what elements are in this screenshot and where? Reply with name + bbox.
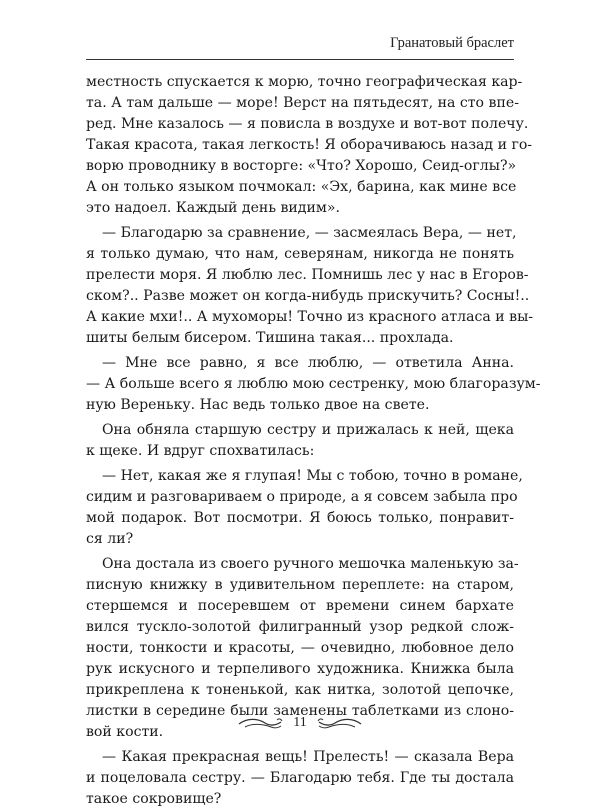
text-line: Она достала из своего ручного мешочка маленькую за-: [102, 556, 519, 572]
text-line: — Какая прекрасная вещь! Прелесть! — сказала Вера: [102, 749, 514, 765]
text-line: ворю проводнику в восторге: «Что? Хорошо, Сеид-оглы?»: [86, 158, 517, 174]
text-line: вился тускло-золотой филигранный узор редкой слож-: [86, 619, 514, 635]
text-line: вой кости.: [86, 724, 164, 740]
paragraph: [86, 353, 541, 416]
text-line: рук искусного и терпеливого художника. Книжка была: [86, 661, 514, 677]
paragraph: [86, 223, 534, 349]
text-line: ности, тонкости и красоты, — очевидно, любовное дело: [86, 640, 514, 656]
text-line: прелести моря. Я люблю лес. Помнишь лес у нас в Егоров-: [86, 267, 529, 283]
text-line: — А больше всего я люблю мою сестренку, мою благоразум-: [86, 376, 541, 392]
text-line: к щеке. И вдруг спохватилась:: [86, 443, 315, 459]
text-line: — Мне все равно, я все люблю, — ответила Анна.: [102, 355, 514, 371]
text-line: ную Вереньку. Нас ведь только двое на свете.: [86, 397, 430, 413]
text-line: листки в середине были заменены таблетками из слоно-: [86, 703, 514, 719]
text-line: — Благодарю за сравнение, — засмеялась Вера, — нет,: [102, 225, 517, 241]
text-line: ся ли?: [86, 531, 134, 547]
paragraph: [86, 420, 514, 462]
body-text: [86, 72, 541, 810]
text-line: та. А там дальше — море! Верст на пятьдесят, на сто впе-: [86, 95, 519, 111]
text-line: прикреплена к тоненькой, как нитка, золотой цепочке,: [86, 682, 514, 698]
text-line: А он только языком почмокал: «Эх, барина, как мине все: [86, 179, 517, 195]
text-line: — Нет, какая же я глупая! Мы с тобою, точно в романе,: [102, 468, 523, 484]
text-line: такое сокровище?: [86, 791, 222, 807]
text-line: мой подарок. Вот посмотри. Я боюсь только, понравит-: [86, 510, 514, 526]
text-line: сидим и разговариваем о природе, а я совсем забыла про: [86, 489, 518, 505]
text-line: это надоел. Каждый день видим».: [86, 200, 340, 216]
text-line: писную книжку в удивительном переплете: на старом,: [86, 577, 514, 593]
page-number: 11: [293, 715, 307, 730]
paragraph: [86, 747, 514, 810]
left-flourish-icon: [237, 715, 283, 731]
text-line: ском?.. Разве может он когда-нибудь прискучить? Сосны!..: [86, 288, 530, 304]
right-flourish-icon: [317, 715, 363, 731]
text-line: шиты белым бисером. Тишина такая... прохлада.: [86, 330, 454, 346]
text-line: ред. Мне казалось — я повисла в воздухе и вот-вот полечу.: [86, 116, 529, 132]
text-line: местность спускается к морю, точно географическая кар-: [86, 74, 523, 90]
header-rule: [86, 59, 514, 60]
text-line: я только думаю, что нам, северянам, никогда не понять: [86, 246, 514, 262]
page-footer: [0, 711, 600, 735]
paragraph: [86, 466, 523, 550]
text-line: А какие мхи!.. А мухоморы! Точно из красного атласа и вы-: [86, 309, 534, 325]
text-line: стершемся и посеревшем от времени синем бархате: [86, 598, 514, 614]
paragraph: [86, 72, 533, 219]
text-line: и поцеловала сестру. — Благодарю тебя. Где ты достала: [86, 770, 514, 786]
running-head: Гранатовый браслет: [390, 35, 514, 51]
text-line: Она обняла старшую сестру и прижалась к ней, щека: [102, 422, 514, 438]
text-line: Такая красота, такая легкость! Я оборачиваюсь назад и го-: [86, 137, 533, 153]
